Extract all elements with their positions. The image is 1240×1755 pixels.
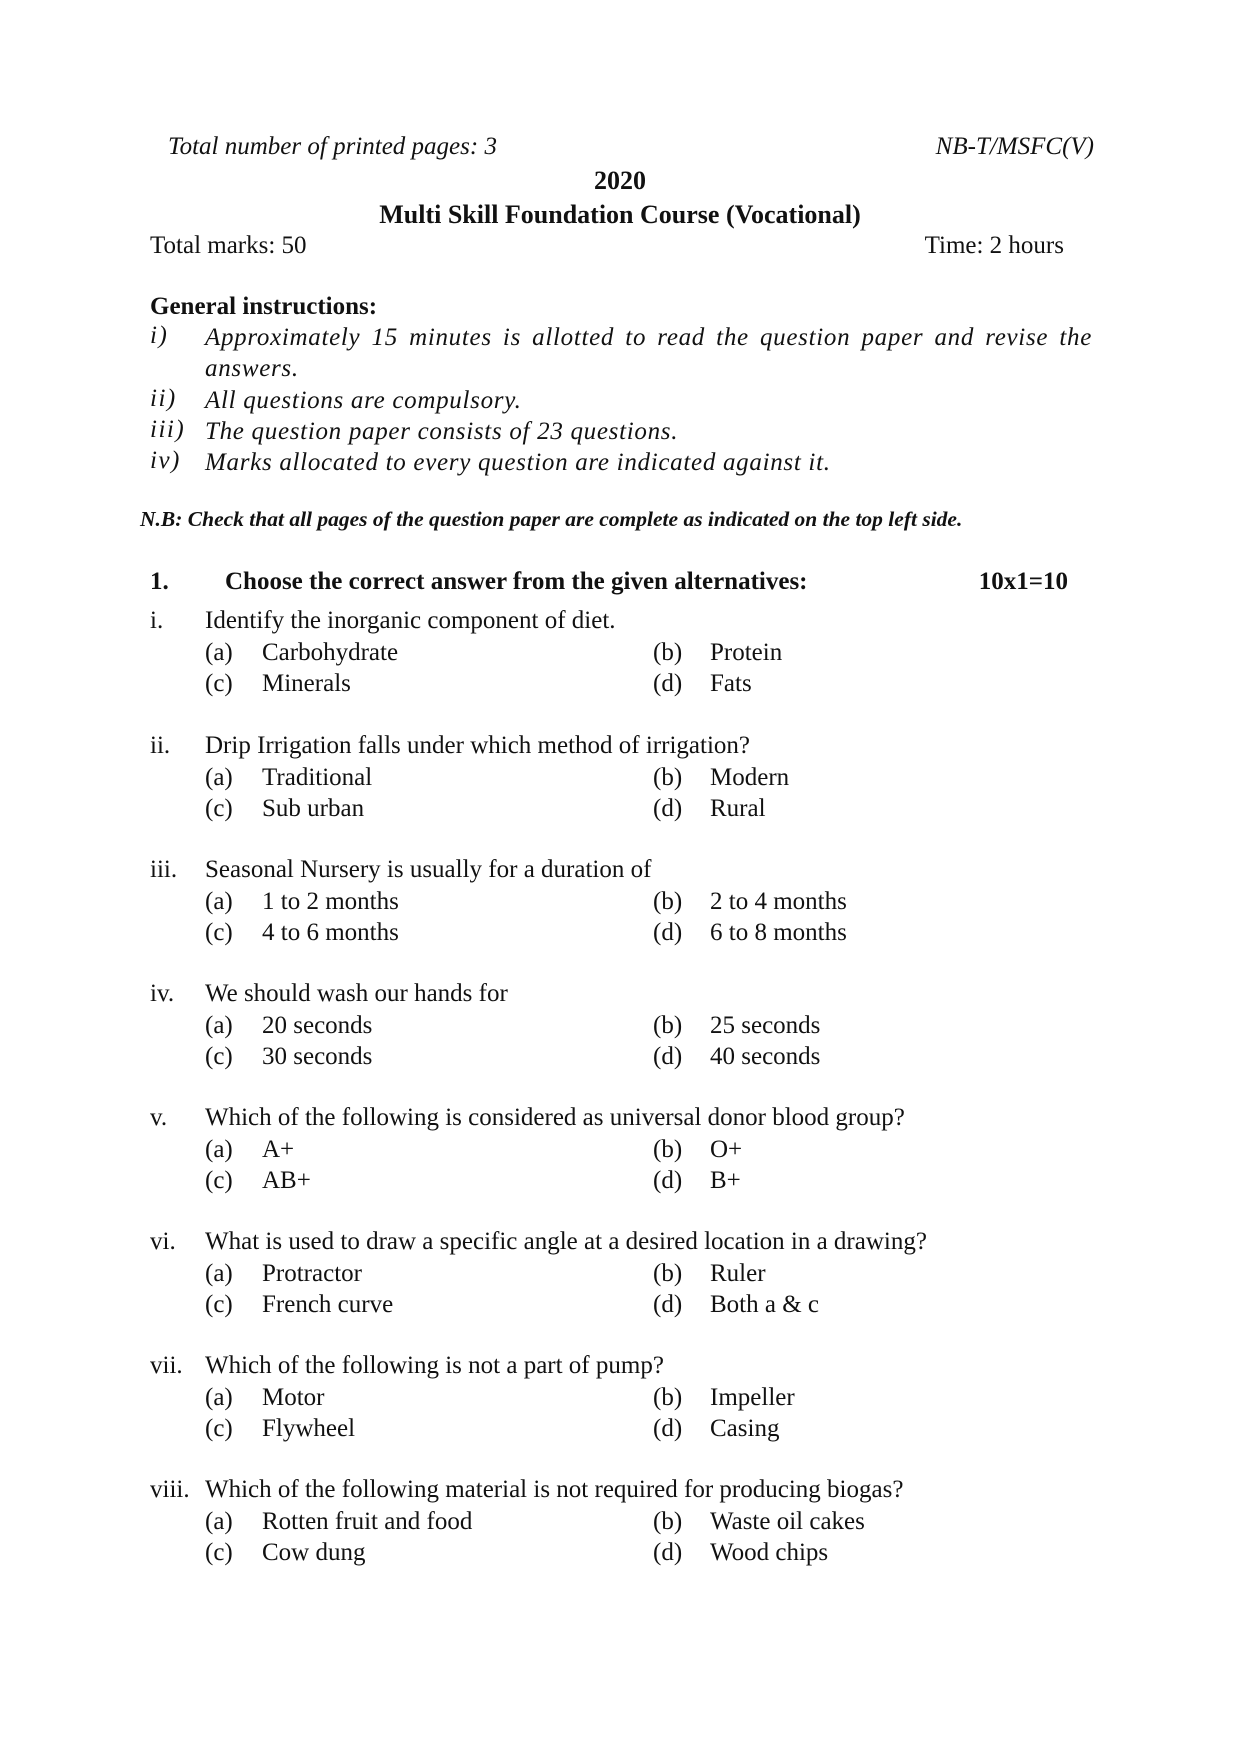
exam-year: 2020 bbox=[594, 166, 646, 195]
option-text: Sub urban bbox=[262, 795, 365, 822]
option-text: 1 to 2 months bbox=[262, 888, 399, 915]
option-label: (c) bbox=[205, 1291, 233, 1318]
mcq-question bbox=[150, 1352, 1050, 1447]
option-label: (b) bbox=[653, 639, 683, 666]
option-text: Flywheel bbox=[262, 1415, 356, 1442]
mcq-question bbox=[150, 1104, 1050, 1199]
mcq-question bbox=[150, 856, 1050, 951]
option-label: (b) bbox=[653, 1012, 683, 1039]
section-title: Choose the correct answer from the given alternatives: bbox=[225, 568, 808, 595]
option-label: (b) bbox=[653, 888, 683, 915]
option-label: (a) bbox=[205, 1384, 233, 1411]
instruction-number: iv) bbox=[150, 447, 181, 474]
option-label: (a) bbox=[205, 888, 233, 915]
question-text: Seasonal Nursery is usually for a duration of bbox=[205, 856, 652, 883]
question-text: Which of the following material is not required for producing biogas? bbox=[205, 1476, 904, 1503]
option-label: (d) bbox=[653, 1043, 683, 1070]
option-label: (c) bbox=[205, 919, 233, 946]
paper-code: NB-T/MSFC(V) bbox=[935, 133, 1094, 160]
option-text: Rural bbox=[710, 795, 766, 822]
mcq-question bbox=[150, 1228, 1050, 1323]
option-text: Rotten fruit and food bbox=[262, 1508, 473, 1535]
option-label: (c) bbox=[205, 1415, 233, 1442]
option-label: (d) bbox=[653, 795, 683, 822]
option-text: 6 to 8 months bbox=[710, 919, 847, 946]
option-text: Cow dung bbox=[262, 1539, 366, 1566]
mcq-question bbox=[150, 980, 1050, 1075]
option-text: Impeller bbox=[710, 1384, 795, 1411]
option-label: (c) bbox=[205, 1043, 233, 1070]
course-title: Multi Skill Foundation Course (Vocational) bbox=[379, 200, 861, 229]
option-text: Ruler bbox=[710, 1260, 766, 1287]
option-text: Traditional bbox=[262, 764, 373, 791]
option-text: 40 seconds bbox=[710, 1043, 821, 1070]
section-marks: 10x1=10 bbox=[978, 568, 1068, 595]
option-text: Casing bbox=[710, 1415, 780, 1442]
question-number: iii. bbox=[150, 856, 178, 883]
question-text: Which of the following is not a part of pump? bbox=[205, 1352, 664, 1379]
option-label: (b) bbox=[653, 1136, 683, 1163]
question-text: Identify the inorganic component of diet. bbox=[205, 607, 616, 634]
instruction-item bbox=[150, 322, 1092, 384]
option-text: AB+ bbox=[262, 1167, 311, 1194]
option-text: 20 seconds bbox=[262, 1012, 373, 1039]
option-label: (a) bbox=[205, 639, 233, 666]
option-text: Wood chips bbox=[710, 1539, 829, 1566]
option-label: (d) bbox=[653, 919, 683, 946]
question-number: viii. bbox=[150, 1476, 190, 1503]
instruction-number: i) bbox=[150, 322, 169, 349]
question-number: v. bbox=[150, 1104, 168, 1131]
total-marks: Total marks: 50 bbox=[150, 232, 307, 259]
instruction-number: ii) bbox=[150, 385, 177, 412]
question-number: vi. bbox=[150, 1228, 176, 1255]
option-label: (c) bbox=[205, 795, 233, 822]
option-text: 2 to 4 months bbox=[710, 888, 847, 915]
option-label: (d) bbox=[653, 1167, 683, 1194]
mcq-question bbox=[150, 607, 1050, 702]
mcq-question bbox=[150, 1476, 1050, 1571]
printed-pages-note: Total number of printed pages: 3 bbox=[168, 133, 497, 160]
option-label: (d) bbox=[653, 1291, 683, 1318]
option-text: 30 seconds bbox=[262, 1043, 373, 1070]
option-label: (c) bbox=[205, 1539, 233, 1566]
option-label: (c) bbox=[205, 1167, 233, 1194]
option-text: 25 seconds bbox=[710, 1012, 821, 1039]
option-label: (c) bbox=[205, 670, 233, 697]
option-label: (a) bbox=[205, 1012, 233, 1039]
mcq-question bbox=[150, 732, 1050, 827]
instruction-text: All questions are compulsory. bbox=[205, 387, 522, 414]
instructions-heading: General instructions: bbox=[150, 293, 378, 320]
option-text: O+ bbox=[710, 1136, 743, 1163]
option-text: Both a & c bbox=[710, 1291, 820, 1318]
option-text: Minerals bbox=[262, 670, 351, 697]
section-number: 1. bbox=[150, 568, 169, 595]
instruction-text: The question paper consists of 23 questions. bbox=[205, 418, 679, 445]
instruction-text: Marks allocated to every question are indicated against it. bbox=[205, 449, 831, 476]
question-number: iv. bbox=[150, 980, 175, 1007]
nb-note: N.B: Check that all pages of the question paper are complete as indicated on the top left side. bbox=[140, 507, 963, 531]
question-text: Drip Irrigation falls under which method of irrigation? bbox=[205, 732, 750, 759]
option-label: (d) bbox=[653, 670, 683, 697]
option-text: Motor bbox=[262, 1384, 325, 1411]
question-number: ii. bbox=[150, 732, 171, 759]
instruction-text: Approximately 15 minutes is allotted to read the question paper and revise the answers. bbox=[205, 324, 1092, 382]
option-label: (d) bbox=[653, 1539, 683, 1566]
option-text: Carbohydrate bbox=[262, 639, 399, 666]
exam-time: Time: 2 hours bbox=[924, 232, 1064, 259]
option-label: (a) bbox=[205, 764, 233, 791]
option-label: (d) bbox=[653, 1415, 683, 1442]
option-label: (a) bbox=[205, 1260, 233, 1287]
option-label: (b) bbox=[653, 1384, 683, 1411]
option-label: (b) bbox=[653, 764, 683, 791]
option-label: (b) bbox=[653, 1260, 683, 1287]
option-text: Waste oil cakes bbox=[710, 1508, 865, 1535]
option-text: 4 to 6 months bbox=[262, 919, 399, 946]
option-label: (a) bbox=[205, 1508, 233, 1535]
question-text: What is used to draw a specific angle at a desired location in a drawing? bbox=[205, 1228, 927, 1255]
option-text: B+ bbox=[710, 1167, 741, 1194]
question-number: vii. bbox=[150, 1352, 183, 1379]
option-text: French curve bbox=[262, 1291, 394, 1318]
question-number: i. bbox=[150, 607, 164, 634]
option-text: Modern bbox=[710, 764, 790, 791]
option-text: Protractor bbox=[262, 1260, 362, 1287]
question-text: We should wash our hands for bbox=[205, 980, 508, 1007]
option-label: (b) bbox=[653, 1508, 683, 1535]
question-text: Which of the following is considered as universal donor blood group? bbox=[205, 1104, 905, 1131]
option-text: A+ bbox=[262, 1136, 295, 1163]
option-label: (a) bbox=[205, 1136, 233, 1163]
option-text: Fats bbox=[710, 670, 752, 697]
option-text: Protein bbox=[710, 639, 783, 666]
instruction-number: iii) bbox=[150, 416, 186, 443]
